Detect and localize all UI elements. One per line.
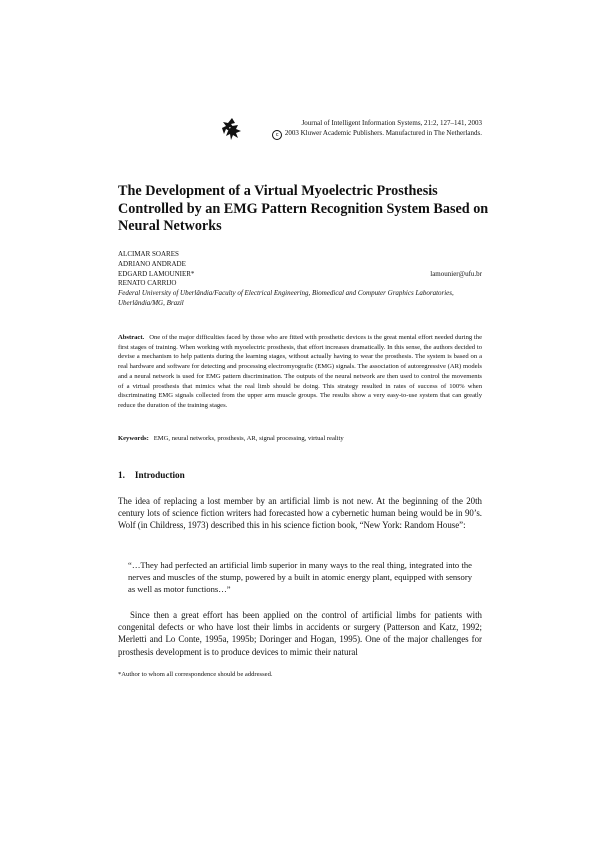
keywords [118,434,482,443]
section-number: 1. [118,470,125,480]
copyright-text: 2003 Kluwer Academic Publishers. Manufactured in The Netherlands. [284,129,482,137]
block-quote: “…They had perfected an artificial limb superior in many ways to the real thing, integrated into the nerves and muscles of the stump, powered by a built in atomic energy plant, equipped with sensory as well as motor functions…” [128,560,472,595]
author-name: RENATO CARRIJO [118,279,177,288]
abstract-label: Abstract. [118,334,145,341]
keywords-label: Keywords: [118,435,149,442]
journal-citation: Journal of Intelligent Information Systems, 21:2, 127–141, 2003 [301,119,482,127]
author-3 [118,270,482,280]
article-title: The Development of a Virtual Myoelectric Prosthesis Controlled by an EMG Pattern Recognition System Based on Neural Networks [118,183,489,234]
keywords-text: EMG, neural networks, prosthesis, AR, signal processing, virtual reality [153,435,344,442]
copyright-symbol: c [272,130,282,140]
section-title: Introduction [134,470,185,480]
section-heading [118,470,185,480]
paragraph-2: Since then a great effort has been applied on the control of artificial limbs for patients with congenital defects or who have lost their limbs in accidents or surgery (Patterson and Katz, 1992; Merletti and Lo Conte, 1995a, 1995b; Doringer and Hogan, 1995). One of the major challenges for prosthesis development is to produce devices to mimic their natural [118,610,482,657]
author-list [118,250,482,309]
publisher-logo-icon [222,118,242,140]
author-4 [118,279,482,289]
affiliation: Federal University of Uberlândia/Faculty of Electrical Engineering, Biomedical and Computer Graphics Laboratories, Uberlândia/MG, Brazil [118,289,454,307]
paragraph-1: The idea of replacing a lost member by an artificial limb is not new. At the beginning of the 20th century lots of science fiction writers had forecasted how a cybernetic human being would be in 90’s. Wolf (in Childress, 1973) described this in his science fiction book, “New York: Random House”: [118,496,482,531]
copyright-line [272,129,482,140]
author-email[interactable]: lamounier@ufu.br [430,269,482,278]
abstract-text: One of the major difficulties faced by those who are fitted with prosthetic devices is the great mental effort needed during the first stages of training. When working with myoelectric prosthesis, that effort increases dramatically. In this sense, the authors decided to devise a mechanism to help patients during the learning stages, without actually having to wear the prosthesis. The system is based on a real hardware and software for detecting and processing electromyografic (EMG) signals. The association of autoregressive (AR) models and a neural network is used for EMG pattern discrimination. The outputs of the neural network are then used to control the movements of a virtual prosthesis that mimics what the real limb should be doing. This strategy resulted in rates of success of 100% when discriminating EMG signals collected from the upper arm muscle groups. The results show a very easy-to-use system that can greatly reduce the duration of the training stages. [118,334,482,409]
author-name: ALCIMAR SOARES [118,250,179,258]
abstract [118,333,482,411]
author-name: ADRIANO ANDRADE [118,259,186,268]
author-1 [118,250,482,260]
author-2 [118,260,482,270]
footnote: *Author to whom all correspondence should be addressed. [118,671,273,678]
author-name: EDGARD LAMOUNIER* [118,269,195,278]
